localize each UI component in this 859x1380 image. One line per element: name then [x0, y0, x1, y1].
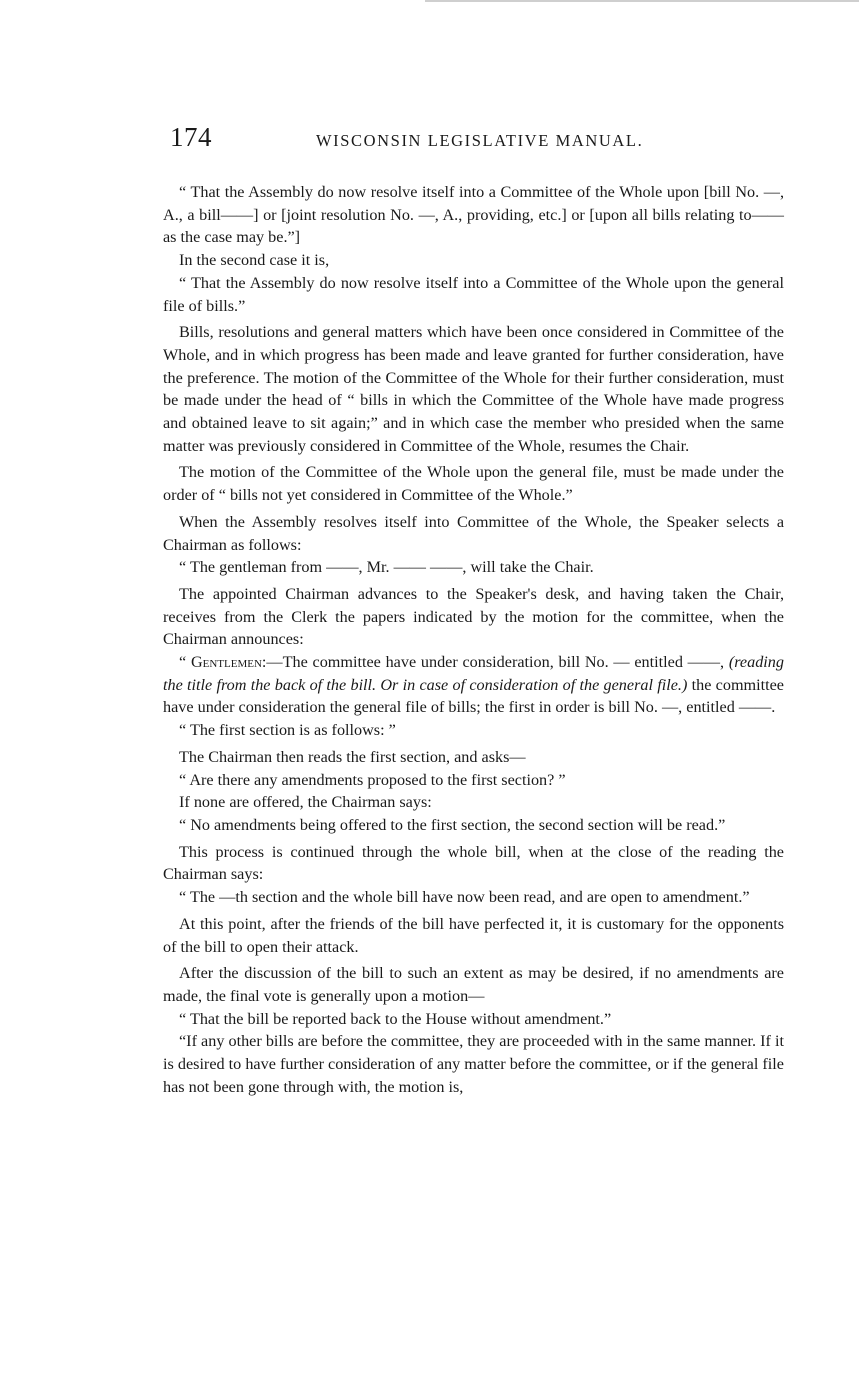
paragraph-take-chair: “ The gentleman from ——, Mr. —— ——, will take the Chair.	[179, 558, 594, 577]
paragraph-no-amendments: “ No amendments being offered to the first section, the second section will be read.”	[179, 815, 726, 834]
paragraph-reported-back: “ That the bill be reported back to the House without amendment.”	[179, 1009, 612, 1028]
paragraph-motion-general-file: “ That the Assembly do now resolve itself into a Committee of the Whole upon the general file of bills.”	[163, 273, 784, 315]
paragraph-first-section: “ The first section is as follows: ”	[179, 721, 396, 740]
paragraph-motion-committee-whole: “ That the Assembly do now resolve itself into a Committee of the Whole upon [bill No. —, A., a bill——] or [joint resolution No. —, A., providing, etc.] or [upon all bills relating to——as the case may be.”]	[163, 183, 784, 247]
paragraph-second-case: In the second case it is,	[179, 251, 330, 270]
paragraph-other-bills: “If any other bills are before the committee, they are proceeded with in the same manner. If it is desired to have further consideration of any matter before the committee, or if the general file has not been gone through with, the motion is,	[163, 1032, 784, 1096]
paragraph-speaker-selects: When the Assembly resolves itself into Committee of the Whole, the Speaker selects a Chairman as follows:	[163, 512, 784, 554]
announcement-salutation: Gentlemen	[190, 653, 262, 672]
announcement-text-a: :—The committee have under consideration, bill No. — entitled ——,	[261, 653, 729, 672]
page-header	[170, 122, 690, 156]
body-text	[163, 181, 784, 1098]
scan-edge-rule	[425, 0, 859, 2]
paragraph-chairman-advances: The appointed Chairman advances to the Speaker's desk, and having taken the Chair, receives from the Clerk the papers indicated by the motion for the committee, when the Chairman announces:	[163, 584, 784, 649]
paragraph-opponents-attack: At this point, after the friends of the bill have perfected it, it is customary for the opponents of the bill to open their attack.	[163, 914, 784, 956]
page-number: 174	[170, 122, 212, 152]
paragraph-process-continued: This process is continued through the whole bill, when at the close of the reading the Chairman says:	[163, 842, 784, 884]
announcement-text-b: the committee have under consideration the general file of bills; the first in order is bill No. —, entitled ——.	[163, 675, 784, 717]
paragraph-reads-first-section: The Chairman then reads the first section, and asks—	[179, 747, 526, 766]
announcement-italic-direction: (reading the title from the back of the bill. Or in case of consideration of the general file.)	[163, 653, 784, 694]
paragraph-final-vote: After the discussion of the bill to such an extent as may be desired, if no amendments are made, the final vote is generally upon a motion—	[163, 964, 784, 1005]
paragraph-general-file-order: The motion of the Committee of the Whole upon the general file, must be made under the order of “ bills not yet considered in Committee of the Whole.”	[163, 463, 784, 505]
paragraph-chairman-announcement	[163, 651, 784, 719]
paragraph-open-to-amendment: “ The —th section and the whole bill have now been read, and are open to amendment.”	[179, 888, 750, 907]
paragraph-none-offered: If none are offered, the Chairman says:	[179, 793, 432, 812]
announcement-open-quote: “	[179, 653, 191, 672]
paragraph-preference: Bills, resolutions and general matters which have been once considered in Committee of the Whole, and in which progress has been made and leave granted for further consideration, have the preference. The motion of the Committee of the Whole for their further consideration, must be made under the head of “ bills in which the Committee of the Whole have made progress and obtained leave to sit again;” and in which case the member who presided when the same matter was previously considered in Committee of the Whole, resumes the Chair.	[163, 323, 784, 455]
running-head: WISCONSIN LEGISLATIVE MANUAL.	[316, 131, 644, 150]
paragraph-amendments-question: “ Are there any amendments proposed to the first section? ”	[179, 770, 566, 789]
